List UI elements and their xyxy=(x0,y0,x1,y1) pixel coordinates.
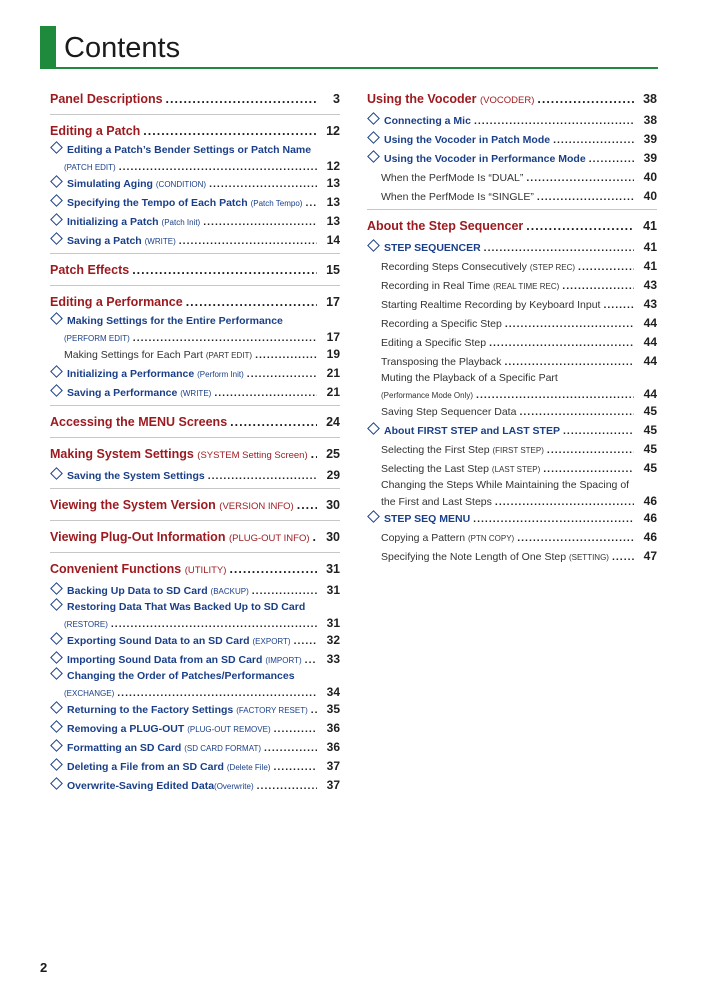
entry-subtitle: (PTN COPY) xyxy=(467,534,515,543)
heading-subtitle: (PLUG-OUT INFO) xyxy=(228,533,310,544)
leader-dots xyxy=(563,422,634,440)
leader-dots xyxy=(209,175,317,193)
entry-title: Initializing a Patch xyxy=(67,216,159,228)
entry-title: STEP SEQ MENU xyxy=(384,513,471,525)
leader-dots xyxy=(311,443,317,466)
entry-subtitle: (PATCH EDIT) xyxy=(64,163,116,172)
toc-heading[interactable] xyxy=(50,443,340,466)
page-ref: 39 xyxy=(643,151,657,165)
entry-subtitle: (EXCHANGE) xyxy=(64,689,115,698)
leader-dots xyxy=(313,526,317,549)
heading-title: Convenient Functions xyxy=(50,562,182,576)
diamond-bullet-icon xyxy=(50,582,63,595)
diamond-bullet-icon xyxy=(50,632,63,645)
entry-title: Deleting a File from an SD Card xyxy=(67,761,224,773)
toc-entry[interactable] xyxy=(50,776,340,795)
leader-dots xyxy=(230,411,317,434)
leader-dots xyxy=(179,232,317,250)
toc-heading[interactable] xyxy=(50,558,340,581)
toc-entry[interactable] xyxy=(50,174,340,193)
toc-heading[interactable] xyxy=(367,88,657,111)
entry-title: Selecting the First Step xyxy=(381,444,490,456)
leader-dots xyxy=(519,403,634,421)
page-ref: 45 xyxy=(643,442,657,456)
toc-entry[interactable] xyxy=(50,581,340,600)
entry-title: Editing a Specific Step xyxy=(381,337,487,349)
entry-subtitle: (PART EDIT) xyxy=(205,351,253,360)
heading-subtitle: (UTILITY) xyxy=(184,565,227,576)
page-ref: 41 xyxy=(643,219,657,233)
page-ref: 30 xyxy=(326,530,340,544)
leader-dots xyxy=(543,460,634,478)
leader-dots xyxy=(143,120,317,143)
page-ref: 36 xyxy=(326,721,340,735)
leader-dots xyxy=(274,720,317,738)
page-ref: 13 xyxy=(326,214,340,228)
toc-section-utility xyxy=(50,552,340,798)
toc-entry[interactable] xyxy=(367,333,657,352)
leader-dots xyxy=(229,558,317,581)
toc-entry-two-line[interactable] xyxy=(50,314,340,345)
entry-title: About FIRST STEP and LAST STEP xyxy=(384,425,560,437)
page-ref: 31 xyxy=(326,562,340,576)
entry-title: Recording Steps Consecutively xyxy=(381,261,527,273)
leader-dots xyxy=(476,387,634,402)
toc-section-system-version xyxy=(50,488,340,520)
toc-section-editing-performance xyxy=(50,285,340,405)
page-ref: 45 xyxy=(643,404,657,418)
leader-dots xyxy=(547,441,634,459)
heading-title: Patch Effects xyxy=(50,263,130,277)
heading-title: Using the Vocoder xyxy=(367,92,477,106)
leader-dots xyxy=(111,616,317,631)
diamond-bullet-icon xyxy=(50,651,63,664)
entry-subtitle: (RESTORE) xyxy=(64,620,108,629)
leader-dots xyxy=(473,510,634,528)
toc-entry[interactable] xyxy=(367,111,657,130)
toc-entry[interactable] xyxy=(367,459,657,478)
toc-heading[interactable] xyxy=(367,215,657,238)
toc-entry[interactable] xyxy=(50,757,340,776)
entry-subtitle: (FIRST STEP) xyxy=(492,446,544,455)
toc-entry[interactable] xyxy=(367,130,657,149)
page-ref: 45 xyxy=(643,423,657,437)
heading-title: About the Step Sequencer xyxy=(367,219,524,233)
diamond-bullet-icon xyxy=(50,365,63,378)
entry-title: Changing the Steps While Maintaining the Spacing of xyxy=(381,479,630,491)
leader-dots xyxy=(484,239,634,257)
entry-title: Recording in Real Time xyxy=(381,280,491,292)
leader-dots xyxy=(264,739,317,757)
page-number: 2 xyxy=(40,960,48,975)
heading-title: Editing a Patch xyxy=(50,124,141,138)
toc-entry-two-line[interactable] xyxy=(50,669,340,700)
entry-subtitle: (WRITE) xyxy=(180,389,212,398)
entry-title: Using the Vocoder in Patch Mode xyxy=(384,134,551,146)
leader-dots xyxy=(526,169,634,187)
toc-entry[interactable] xyxy=(50,364,340,383)
leader-dots xyxy=(537,88,634,111)
page-ref: 43 xyxy=(643,278,657,292)
leader-dots xyxy=(603,296,634,314)
page-ref: 45 xyxy=(643,461,657,475)
page-ref: 25 xyxy=(326,447,340,461)
leader-dots xyxy=(247,365,317,383)
toc-entry[interactable] xyxy=(50,193,340,212)
page-ref: 34 xyxy=(326,685,340,699)
page-ref: 35 xyxy=(326,702,340,716)
entry-title: Making Settings for the Entire Performance xyxy=(67,315,283,327)
leader-dots xyxy=(203,213,317,231)
toc-entry-two-line[interactable] xyxy=(50,600,340,631)
page-ref: 44 xyxy=(643,335,657,349)
page-ref: 38 xyxy=(643,113,657,127)
page-ref: 31 xyxy=(326,616,340,630)
entry-title: Backing Up Data to SD Card xyxy=(67,585,208,597)
page-ref: 44 xyxy=(643,316,657,330)
heading-title: Accessing the MENU Screens xyxy=(50,415,228,429)
page-ref: 44 xyxy=(643,387,657,401)
leader-dots xyxy=(505,315,634,333)
page-ref: 41 xyxy=(643,240,657,254)
toc-entry[interactable] xyxy=(50,631,340,650)
leader-dots xyxy=(297,494,317,517)
diamond-bullet-icon xyxy=(50,213,63,226)
toc-entry[interactable] xyxy=(50,738,340,757)
entry-subtitle: (WRITE) xyxy=(144,237,176,246)
page-ref: 32 xyxy=(326,633,340,647)
toc-entry[interactable] xyxy=(367,352,657,371)
entry-title: Editing a Patch’s Bender Settings or Patch Name xyxy=(67,144,312,156)
diamond-bullet-icon xyxy=(50,758,63,771)
entry-title: Saving a Performance xyxy=(67,387,178,399)
page-ref: 41 xyxy=(643,259,657,273)
toc-entry[interactable] xyxy=(367,149,657,168)
entry-title: Copying a Pattern xyxy=(381,532,466,544)
leader-dots xyxy=(495,494,634,509)
leader-dots xyxy=(119,159,317,174)
leader-dots xyxy=(132,259,317,282)
page-ref: 46 xyxy=(643,494,657,508)
page-ref: 39 xyxy=(643,132,657,146)
entry-title: Simulating Aging xyxy=(67,178,153,190)
toc-section-vocoder xyxy=(367,88,657,209)
entry-subtitle: (PERFORM EDIT) xyxy=(64,334,130,343)
entry-title: Saving a Patch xyxy=(67,235,142,247)
entry-title: Selecting the Last Step xyxy=(381,463,489,475)
toc-entry[interactable] xyxy=(50,650,340,669)
header-rule xyxy=(40,67,658,69)
entry-title: STEP SEQUENCER xyxy=(384,242,481,254)
toc-entry[interactable] xyxy=(367,528,657,547)
entry-subtitle: (Performance Mode Only) xyxy=(381,391,474,400)
entry-title: Initializing a Performance xyxy=(67,368,195,380)
leader-dots xyxy=(257,777,317,795)
toc-entry[interactable] xyxy=(367,314,657,333)
toc-section-panel-descriptions xyxy=(50,88,340,114)
entry-subtitle: (CONDITION) xyxy=(155,180,207,189)
page-ref: 40 xyxy=(643,170,657,184)
page-ref: 13 xyxy=(326,176,340,190)
page-ref: 33 xyxy=(326,652,340,666)
leader-dots xyxy=(273,758,317,776)
toc-heading[interactable] xyxy=(50,291,340,314)
toc-entry-two-line[interactable] xyxy=(367,371,657,402)
diamond-bullet-icon xyxy=(50,720,63,733)
entry-title: Formatting an SD Card xyxy=(67,742,182,754)
diamond-bullet-icon xyxy=(50,232,63,245)
diamond-bullet-icon xyxy=(50,312,63,325)
page-ref: 44 xyxy=(643,354,657,368)
diamond-bullet-icon xyxy=(367,422,380,435)
leader-dots xyxy=(214,384,317,402)
toc-right-column xyxy=(367,88,657,569)
leader-dots xyxy=(208,467,317,485)
toc-entry[interactable] xyxy=(367,238,657,257)
leader-dots xyxy=(589,150,634,168)
heading-title: Editing a Performance xyxy=(50,295,183,309)
diamond-bullet-icon xyxy=(50,598,63,611)
entry-title: When the PerfMode Is “SINGLE” xyxy=(381,191,534,203)
page-ref: 24 xyxy=(326,415,340,429)
leader-dots xyxy=(186,291,317,314)
entry-title: Returning to the Factory Settings xyxy=(67,704,234,716)
toc-entry[interactable] xyxy=(367,187,657,206)
entry-subtitle: (PLUG-OUT REMOVE) xyxy=(187,725,271,734)
diamond-bullet-icon xyxy=(367,510,380,523)
toc-entry[interactable] xyxy=(367,295,657,314)
diamond-bullet-icon xyxy=(50,175,63,188)
leader-dots xyxy=(578,258,634,276)
toc-entry[interactable] xyxy=(367,257,657,276)
page-ref: 46 xyxy=(643,511,657,525)
entry-title: Changing the Order of Patches/Performances xyxy=(67,670,295,682)
page-ref: 36 xyxy=(326,740,340,754)
diamond-bullet-icon xyxy=(367,112,380,125)
leader-dots xyxy=(537,188,634,206)
diamond-bullet-icon xyxy=(367,131,380,144)
entry-title-continued: the First and Last Steps xyxy=(381,496,492,508)
toc-entry[interactable] xyxy=(50,383,340,402)
toc-section-plugout-info xyxy=(50,520,340,552)
entry-subtitle: (Overwrite) xyxy=(214,782,254,791)
heading-subtitle: (VOCODER) xyxy=(480,95,535,106)
entry-title: Transposing the Playback xyxy=(381,356,502,368)
leader-dots xyxy=(612,548,634,566)
toc-heading[interactable] xyxy=(50,259,340,282)
page-ref: 21 xyxy=(326,385,340,399)
page-ref: 31 xyxy=(326,583,340,597)
header-accent-bar xyxy=(40,26,56,68)
diamond-bullet-icon xyxy=(367,239,380,252)
diamond-bullet-icon xyxy=(50,739,63,752)
leader-dots xyxy=(526,215,634,238)
toc-left-column xyxy=(50,88,340,798)
toc-entry[interactable] xyxy=(367,440,657,459)
leader-dots xyxy=(255,346,317,364)
heading-subtitle: (VERSION INFO) xyxy=(219,501,294,512)
diamond-bullet-icon xyxy=(50,384,63,397)
toc-entry[interactable] xyxy=(367,421,657,440)
page-ref: 13 xyxy=(326,195,340,209)
page-ref: 15 xyxy=(326,263,340,277)
entry-title: Muting the Playback of a Specific Part xyxy=(381,372,558,384)
diamond-bullet-icon xyxy=(50,141,63,154)
heading-title: Panel Descriptions xyxy=(50,92,163,106)
leader-dots xyxy=(117,685,317,700)
entry-title: Importing Sound Data from an SD Card xyxy=(67,654,263,666)
diamond-bullet-icon xyxy=(50,467,63,480)
entry-subtitle: (LAST STEP) xyxy=(491,465,541,474)
entry-subtitle: (BACKUP) xyxy=(210,587,249,596)
toc-section-patch-effects xyxy=(50,253,340,285)
entry-title: Making Settings for Each Part xyxy=(64,349,203,361)
toc-section-step-sequencer xyxy=(367,209,657,569)
toc-entry-two-line[interactable] xyxy=(50,143,340,174)
toc-entry[interactable] xyxy=(50,231,340,250)
entry-subtitle: (EXPORT) xyxy=(252,637,291,646)
leader-dots xyxy=(166,88,317,111)
page-ref: 38 xyxy=(643,92,657,106)
heading-title: Viewing Plug-Out Information xyxy=(50,530,226,544)
toc-entry[interactable] xyxy=(367,402,657,421)
page-ref: 46 xyxy=(643,530,657,544)
toc-entry[interactable] xyxy=(50,345,340,364)
leader-dots xyxy=(504,353,634,371)
entry-title: Specifying the Note Length of One Step xyxy=(381,551,567,563)
toc-entry[interactable] xyxy=(367,509,657,528)
page-ref: 37 xyxy=(326,778,340,792)
leader-dots xyxy=(252,582,317,600)
leader-dots xyxy=(311,701,317,719)
page-ref: 14 xyxy=(326,233,340,247)
page-ref: 21 xyxy=(326,366,340,380)
diamond-bullet-icon xyxy=(50,777,63,790)
diamond-bullet-icon xyxy=(50,701,63,714)
entry-subtitle: (REAL TIME REC) xyxy=(493,282,560,291)
toc-entry[interactable] xyxy=(367,168,657,187)
toc-heading[interactable] xyxy=(50,526,340,549)
toc-section-editing-patch xyxy=(50,114,340,253)
entry-title: Exporting Sound Data to an SD Card xyxy=(67,635,250,647)
heading-subtitle: (SYSTEM Setting Screen) xyxy=(197,450,308,461)
entry-title: Restoring Data That Was Backed Up to SD Card xyxy=(67,601,306,613)
entry-subtitle: (STEP REC) xyxy=(529,263,576,272)
page-ref: 30 xyxy=(326,498,340,512)
entry-subtitle: (IMPORT) xyxy=(265,656,302,665)
entry-title: Recording a Specific Step xyxy=(381,318,502,330)
entry-subtitle: (SD CARD FORMAT) xyxy=(184,744,261,753)
toc-heading[interactable] xyxy=(50,494,340,517)
leader-dots xyxy=(305,651,317,669)
diamond-bullet-icon xyxy=(367,150,380,163)
entry-title: Connecting a Mic xyxy=(384,115,471,127)
leader-dots xyxy=(489,334,634,352)
heading-title: Viewing the System Version xyxy=(50,498,216,512)
leader-dots xyxy=(294,632,317,650)
entry-subtitle: (Delete File) xyxy=(226,763,271,772)
toc-heading[interactable] xyxy=(50,411,340,434)
diamond-bullet-icon xyxy=(50,194,63,207)
toc-entry[interactable] xyxy=(50,466,340,485)
page-ref: 17 xyxy=(326,295,340,309)
diamond-bullet-icon xyxy=(50,667,63,680)
page-ref: 40 xyxy=(643,189,657,203)
page-ref: 12 xyxy=(326,159,340,173)
toc-entry[interactable] xyxy=(50,212,340,231)
leader-dots xyxy=(305,194,317,212)
page-ref: 37 xyxy=(326,759,340,773)
page-title: Contents xyxy=(64,32,181,64)
leader-dots xyxy=(562,277,634,295)
entry-title: Overwrite-Saving Edited Data xyxy=(67,780,215,792)
entry-title: Saving the System Settings xyxy=(67,470,205,482)
toc-entry-two-line[interactable] xyxy=(367,478,657,509)
page-ref: 29 xyxy=(326,468,340,482)
entry-title: When the PerfMode Is “DUAL” xyxy=(381,172,524,184)
page-ref: 3 xyxy=(333,92,340,106)
page-ref: 19 xyxy=(326,347,340,361)
toc-heading[interactable] xyxy=(50,120,340,143)
heading-title: Making System Settings xyxy=(50,447,194,461)
toc-section-menu-screens xyxy=(50,405,340,437)
entry-title: Specifying the Tempo of Each Patch xyxy=(67,197,248,209)
toc-entry[interactable] xyxy=(367,547,657,566)
page-ref: 17 xyxy=(326,330,340,344)
toc-section-system-settings xyxy=(50,437,340,488)
entry-title: Saving Step Sequencer Data xyxy=(381,406,517,418)
leader-dots xyxy=(553,131,634,149)
page-ref: 12 xyxy=(326,124,340,138)
toc-entry[interactable] xyxy=(50,700,340,719)
page-ref: 47 xyxy=(643,549,657,563)
entry-title: Removing a PLUG-OUT xyxy=(67,723,185,735)
entry-subtitle: (SETTING) xyxy=(568,553,609,562)
entry-subtitle: (FACTORY RESET) xyxy=(236,706,308,715)
leader-dots xyxy=(517,529,634,547)
entry-subtitle: (Patch Init) xyxy=(161,218,201,227)
entry-subtitle: (Patch Tempo) xyxy=(250,199,303,208)
entry-title: Using the Vocoder in Performance Mode xyxy=(384,153,586,165)
leader-dots xyxy=(133,330,317,345)
leader-dots xyxy=(474,112,634,130)
toc-entry[interactable] xyxy=(367,276,657,295)
entry-title: Starting Realtime Recording by Keyboard Input xyxy=(381,299,601,311)
toc-entry[interactable] xyxy=(50,719,340,738)
toc-heading[interactable] xyxy=(50,88,340,111)
entry-subtitle: (Perform Init) xyxy=(197,370,244,379)
page-ref: 43 xyxy=(643,297,657,311)
